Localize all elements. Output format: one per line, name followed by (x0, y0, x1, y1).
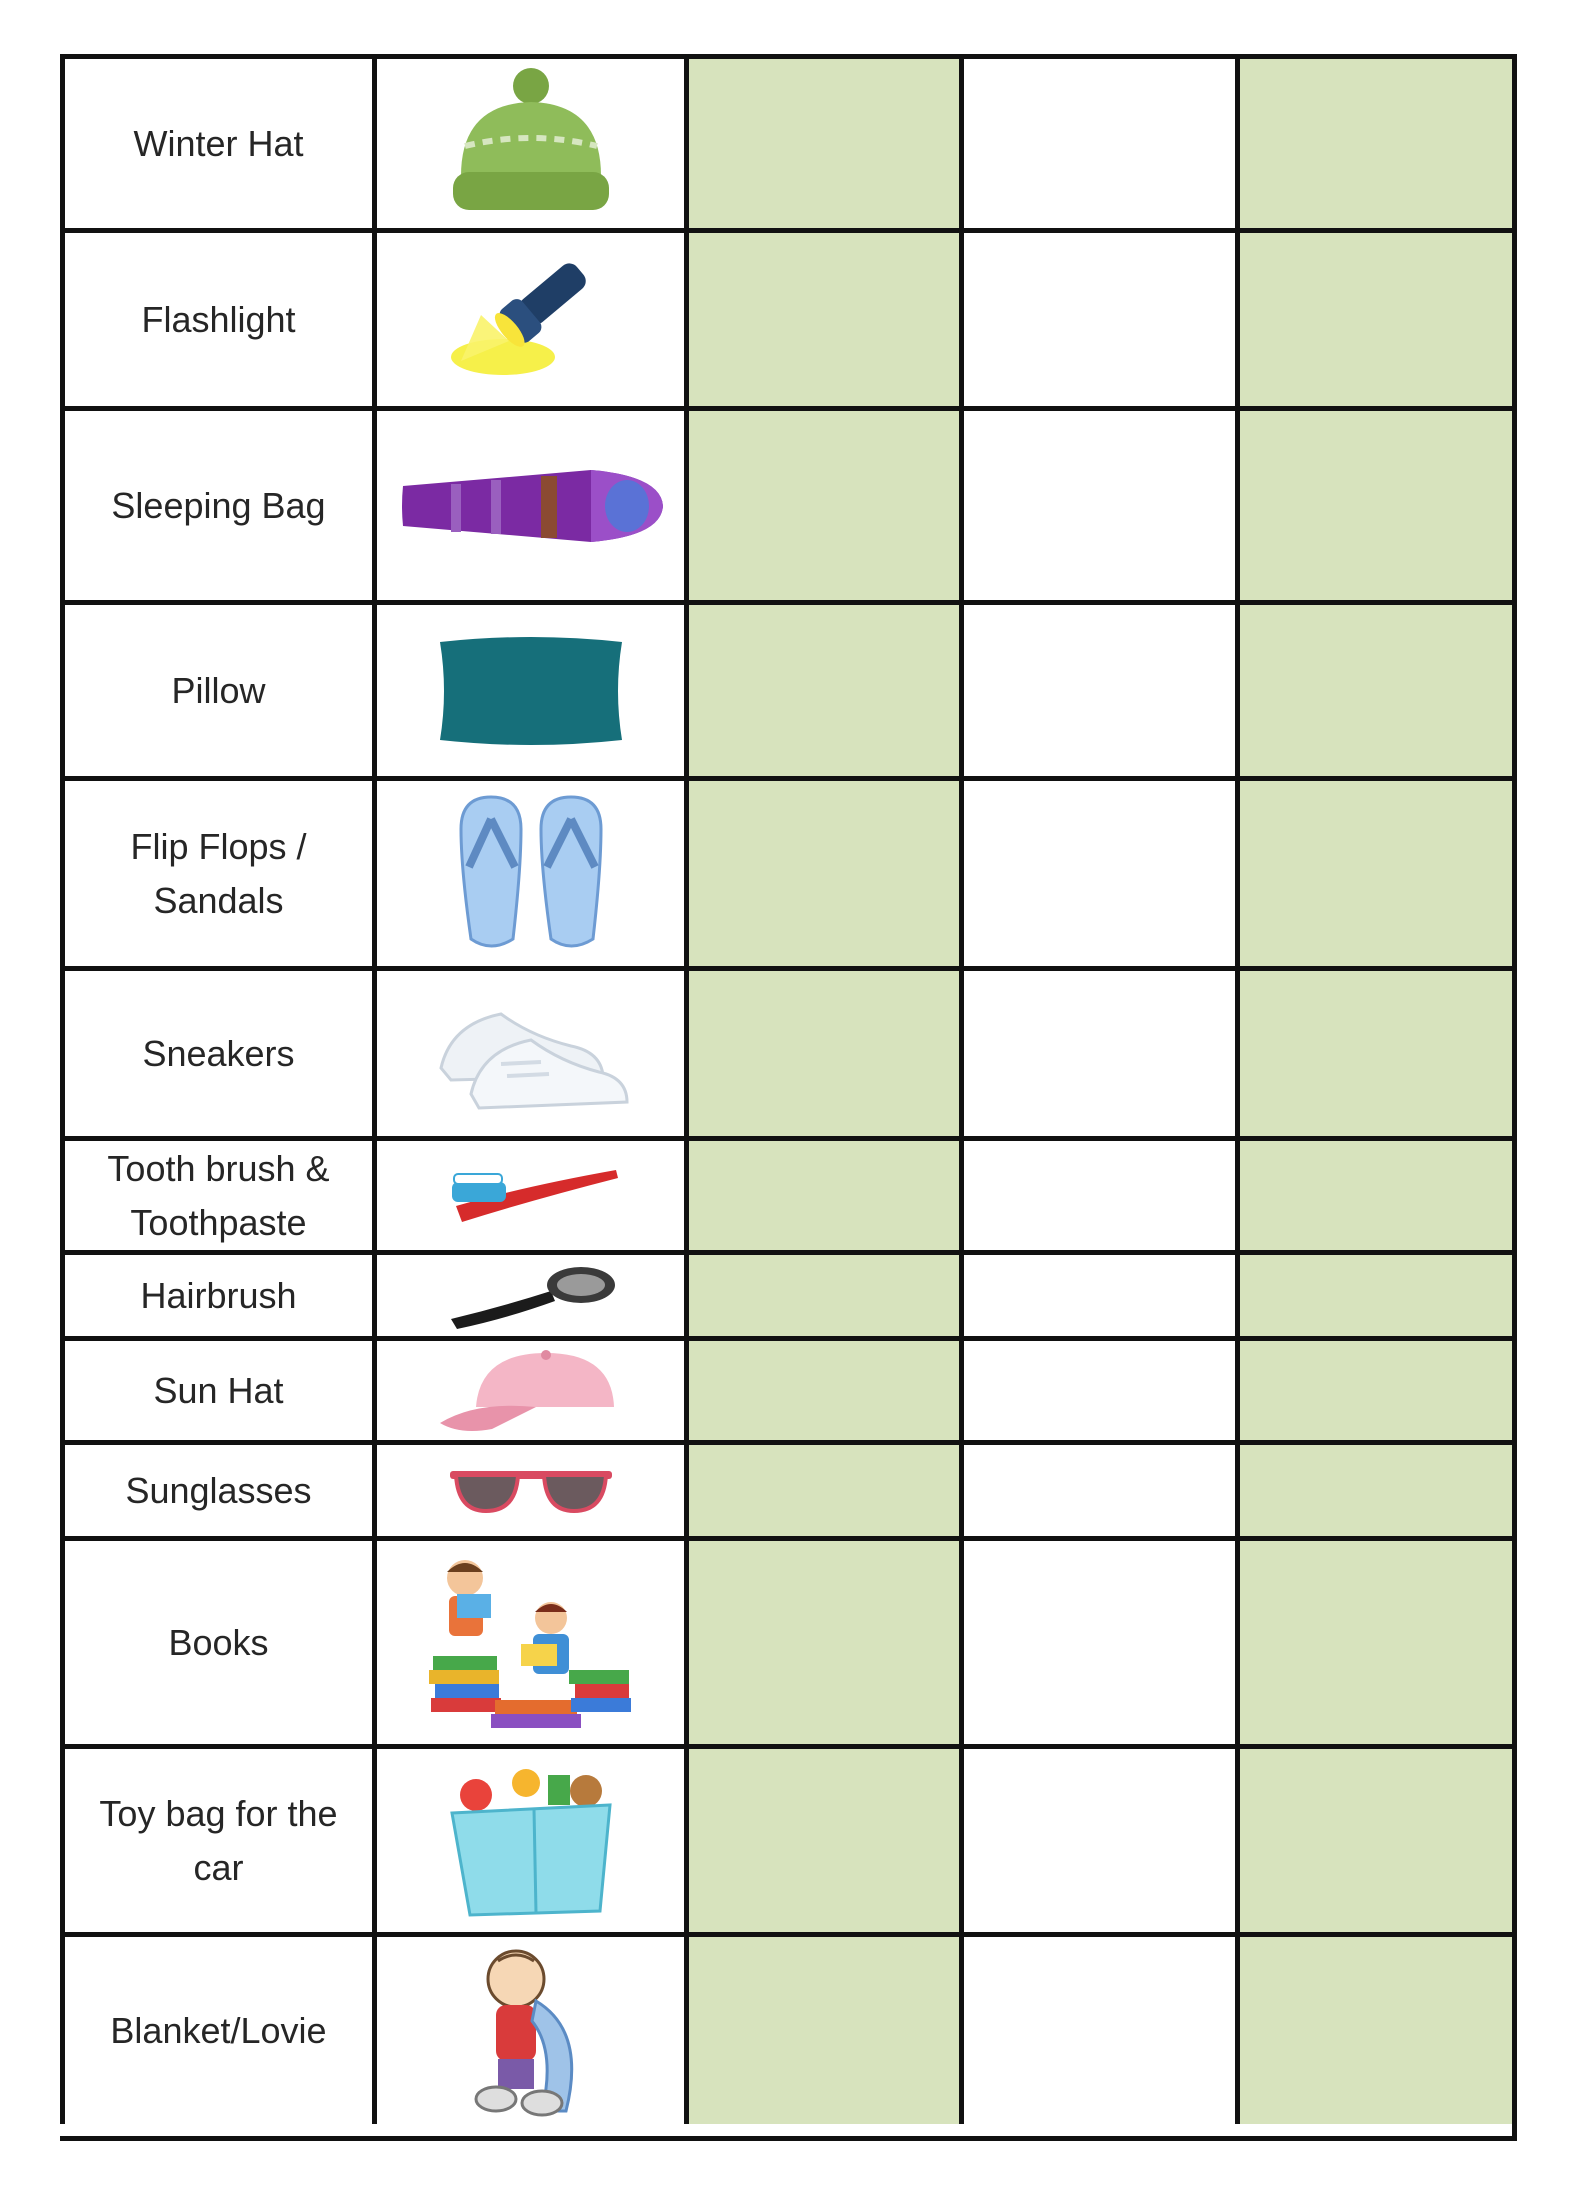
item-label: Books (168, 1621, 269, 1663)
check-box-2[interactable] (959, 776, 1235, 966)
books-icon (372, 1536, 684, 1744)
winter-hat-icon (372, 54, 684, 228)
item-label: Sleeping Bag (111, 484, 326, 526)
item-label: Flashlight (141, 298, 296, 340)
item-label-cell (60, 228, 372, 406)
check-box-2[interactable] (959, 1336, 1235, 1440)
item-label-cell (60, 1744, 372, 1932)
sneakers-icon (372, 966, 684, 1136)
hairbrush-icon (372, 1250, 684, 1336)
item-label-cell (60, 1440, 372, 1536)
check-box-2[interactable] (959, 600, 1235, 776)
check-box-3[interactable] (1235, 600, 1512, 776)
flashlight-icon (372, 228, 684, 406)
check-box-1[interactable] (684, 776, 959, 966)
check-box-2[interactable] (959, 1744, 1235, 1932)
item-label: Pillow (171, 669, 266, 711)
item-label: Tooth brush & Toothpaste (107, 1147, 330, 1243)
check-box-3[interactable] (1235, 1932, 1512, 2124)
check-box-3[interactable] (1235, 1336, 1512, 1440)
check-box-1[interactable] (684, 1744, 959, 1932)
check-box-3[interactable] (1235, 406, 1512, 600)
packing-checklist-table (60, 54, 1517, 2141)
check-box-3[interactable] (1235, 1136, 1512, 1250)
check-box-1[interactable] (684, 1250, 959, 1336)
check-box-1[interactable] (684, 1336, 959, 1440)
item-label: Sun Hat (153, 1369, 284, 1411)
item-label: Sunglasses (125, 1469, 312, 1511)
sleeping-bag-icon (372, 406, 684, 600)
toothbrush-icon (372, 1136, 684, 1250)
item-label: Blanket/Lovie (110, 2009, 327, 2051)
check-box-1[interactable] (684, 600, 959, 776)
check-box-2[interactable] (959, 1136, 1235, 1250)
check-box-2[interactable] (959, 406, 1235, 600)
check-box-2[interactable] (959, 54, 1235, 228)
blanket-lovie-icon (372, 1932, 684, 2124)
item-label: Hairbrush (140, 1274, 297, 1316)
item-label-cell (60, 1250, 372, 1336)
check-box-1[interactable] (684, 1440, 959, 1536)
check-box-2[interactable] (959, 228, 1235, 406)
item-label-cell (60, 600, 372, 776)
check-box-1[interactable] (684, 228, 959, 406)
item-label-cell (60, 966, 372, 1136)
item-label: Flip Flops / Sandals (130, 825, 307, 921)
sunglasses-icon (372, 1440, 684, 1536)
item-label-cell (60, 54, 372, 228)
sun-hat-icon (372, 1336, 684, 1440)
item-label: Sneakers (142, 1032, 295, 1074)
check-box-1[interactable] (684, 406, 959, 600)
check-box-3[interactable] (1235, 1744, 1512, 1932)
check-box-3[interactable] (1235, 776, 1512, 966)
pillow-icon (372, 600, 684, 776)
item-label-cell (60, 1336, 372, 1440)
check-box-3[interactable] (1235, 1440, 1512, 1536)
check-box-2[interactable] (959, 1440, 1235, 1536)
check-box-1[interactable] (684, 1932, 959, 2124)
item-label-cell (60, 1932, 372, 2124)
item-label-cell (60, 406, 372, 600)
check-box-1[interactable] (684, 54, 959, 228)
toy-bag-icon (372, 1744, 684, 1932)
check-box-1[interactable] (684, 1136, 959, 1250)
check-box-2[interactable] (959, 1932, 1235, 2124)
flip-flops-icon (372, 776, 684, 966)
check-box-3[interactable] (1235, 966, 1512, 1136)
check-box-3[interactable] (1235, 54, 1512, 228)
check-box-3[interactable] (1235, 1250, 1512, 1336)
check-box-1[interactable] (684, 966, 959, 1136)
item-label-cell (60, 1536, 372, 1744)
check-box-3[interactable] (1235, 1536, 1512, 1744)
check-box-2[interactable] (959, 1536, 1235, 1744)
item-label-cell (60, 776, 372, 966)
item-label: Toy bag for the car (99, 1792, 338, 1888)
item-label: Winter Hat (133, 122, 304, 164)
check-box-1[interactable] (684, 1536, 959, 1744)
check-box-2[interactable] (959, 966, 1235, 1136)
item-label-cell (60, 1136, 372, 1250)
check-box-3[interactable] (1235, 228, 1512, 406)
check-box-2[interactable] (959, 1250, 1235, 1336)
